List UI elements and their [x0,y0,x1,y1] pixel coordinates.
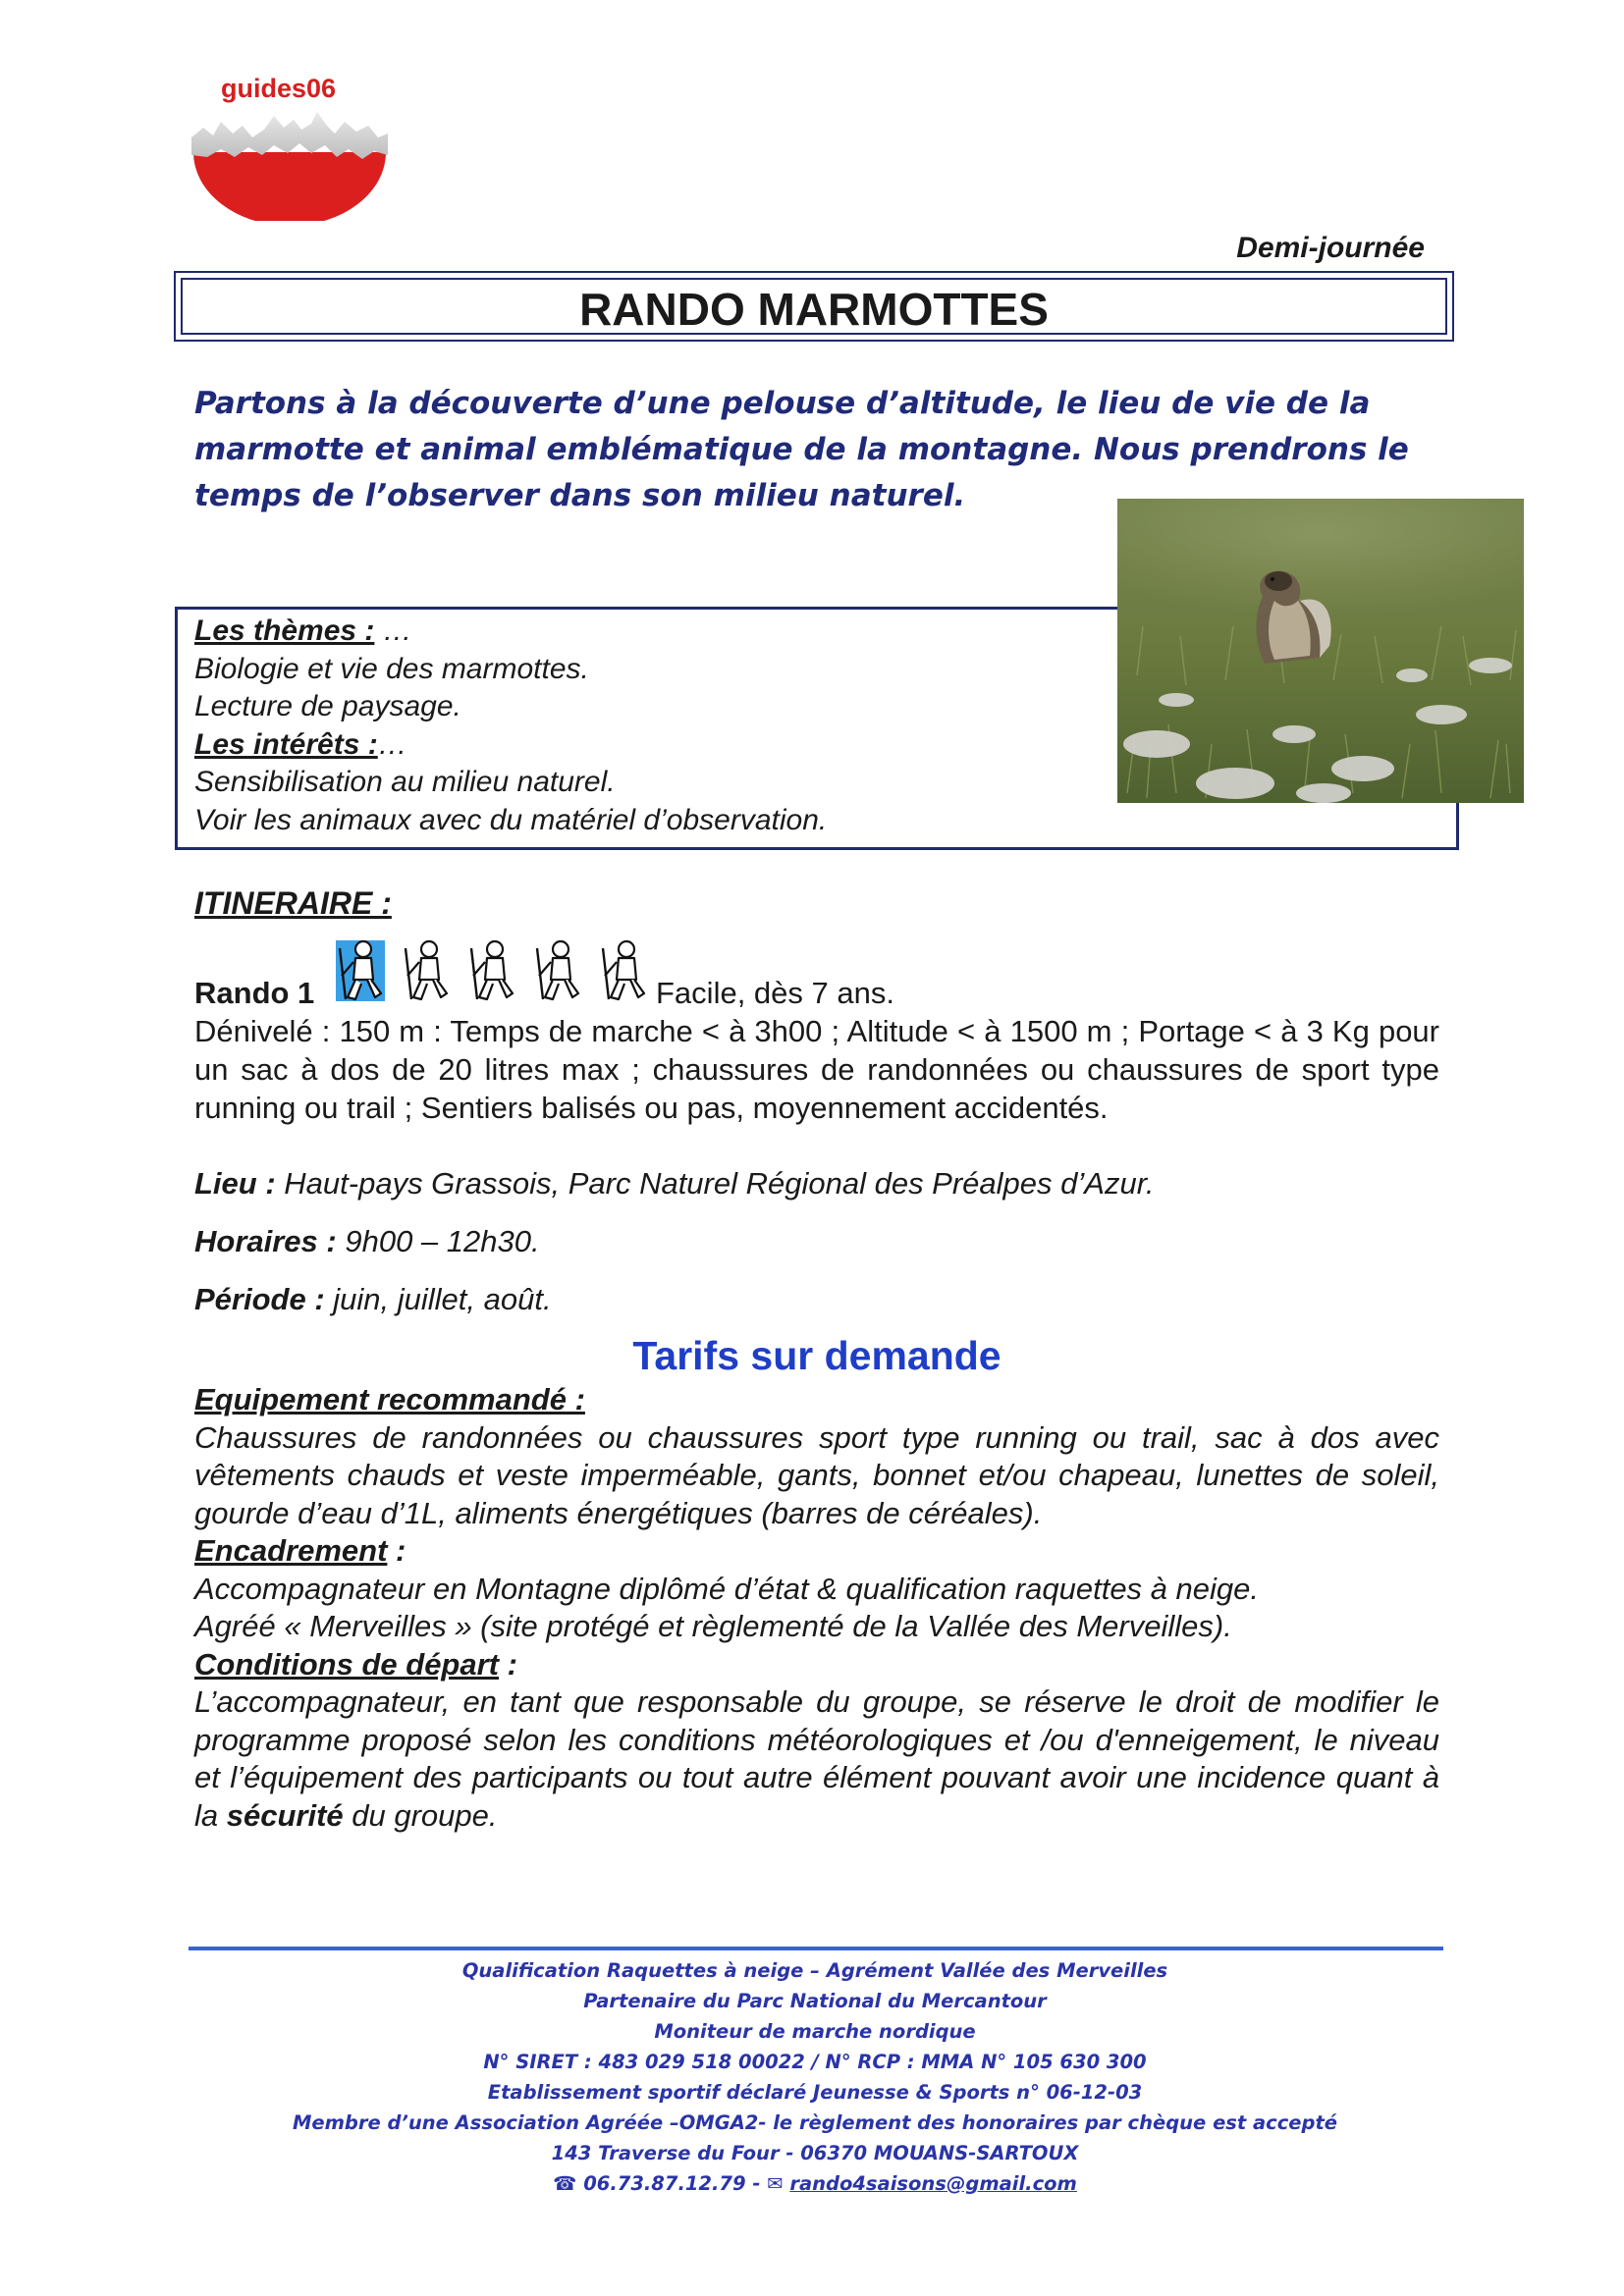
footer-contact-line [187,2168,1443,2199]
encadrement-line: Agréé « Merveilles » (site protégé et règlementé de la Vallée des Merveilles). [194,1609,1232,1643]
hiker-icon [531,936,584,1003]
intro-text: Partons à la découverte d’une pelouse d’altitude, le lieu de vie de la marmotte et animal emblématique de la montagne. Nous prendrons le temps de l’observer dans son milieu naturel. [194,386,1409,513]
hiker-icon [465,936,518,1003]
mountain-logo-icon [191,108,388,221]
logo [191,74,388,231]
encadrement-heading [194,1532,1439,1571]
horaires-value: 9h00 – 12h30. [336,1224,540,1258]
logo-text: guides06 [221,74,337,103]
periode-value: juin, juillet, août. [324,1282,552,1316]
footer-line: Partenaire du Parc National du Mercantour [583,1990,1047,2012]
page-title: RANDO MARMOTTES [579,284,1049,335]
footer-line: N° SIRET : 483 029 518 00022 / N° RCP : MMA N° 105 630 300 [483,2051,1147,2073]
footer-line: Membre d’une Association Agréée –OMGA2- le règlement des honoraires par chèque est accepté [292,2111,1338,2134]
hiker-icon [400,936,453,1003]
conditions-text-bold: sécurité [226,1797,344,1833]
itinerary-heading: ITINERAIRE : [194,885,392,921]
footer-line: Etablissement sportif déclaré Jeunesse & Sports n° 06-12-03 [487,2081,1143,2104]
interets-item: Voir les animaux avec du matériel d’observation. [194,803,828,836]
hiker-icon [597,936,650,1003]
themes-item: Lecture de paysage. [194,690,461,722]
conditions-text-after: du groupe. [343,1797,498,1833]
phone-icon: ☎ [553,2172,577,2195]
interets-label: Les intérêts : [194,727,378,761]
encadrement-label: Encadrement [194,1533,388,1568]
footer-line: 143 Traverse du Four - 06370 MOUANS-SARTOUX [551,2142,1079,2164]
conditions-text [194,1683,1439,1835]
footer-line: Qualification Raquettes à neige – Agrément Vallée des Merveilles [461,1959,1168,1982]
interets-heading-line [194,726,1137,765]
interets-item: Sensibilisation au milieu naturel. [194,766,616,798]
equipement-colon: : [566,1382,585,1416]
rando-details: Dénivelé : 150 m : Temps de marche < à 3h00 ; Altitude < à 1500 m ; Portage < à 3 Kg pour un sac à dos de 20 litres max ; chaussures de randonnées ou chaussures de sport type running ou trail ; Sentiers balisés ou pas, moyennement accidentés. [194,1014,1439,1125]
encadrement-line: Accompagnateur en Montagne diplômé d’état & qualification raquettes à neige. [194,1571,1259,1606]
rando-description: Facile, dès 7 ans. [656,976,894,1010]
themes-heading-line [194,613,1137,651]
conditions-text-before: L’accompagnateur, en tant que responsable du groupe, se réserve le droit de modifier le programme proposé selon les conditions météorologiques et /ou d'enneigement, le niveau et l’équipement des participants ou tout autre élément pouvant avoir une incidence quant à la [194,1684,1439,1833]
conditions-label: Conditions de départ [194,1646,499,1682]
lieu-value: Haut-pays Grassois, Parc Naturel Régional des Préalpes d’Azur. [275,1166,1155,1201]
themes-item: Biologie et vie des marmottes. [194,652,589,685]
marmot-photo [1117,499,1524,803]
themes-section [194,613,1137,839]
conditions-heading [194,1646,1439,1684]
horaires-label: Horaires : [194,1224,337,1258]
equipement-heading [194,1381,1439,1419]
equipement-label: Equipement recommandé [194,1382,567,1416]
equipement-text: Chaussures de randonnées ou chaussures sport type running ou trail, sac à dos avec vêtements chauds et veste imperméable, gants, bonnet et/ou chapeau, lunettes de soleil, gourde d’eau d’1L, aliments énergétiques (barres de céréales). [194,1419,1439,1530]
hiker-icon-active [334,936,387,1003]
title-box [174,271,1454,342]
duration-label: Demi-journée [1236,232,1425,264]
conditions-colon: : [499,1646,517,1682]
footer-separator: - [745,2172,768,2195]
horaires-line [194,1224,540,1259]
footer [187,1955,1443,2199]
themes-label: Les thèmes : [194,614,375,647]
footer-email-link[interactable]: rando4saisons@gmail.com [789,2172,1077,2195]
footer-phone: 06.73.87.12.79 [583,2172,746,2195]
themes-suffix: … [374,614,412,647]
lieu-label: Lieu : [194,1166,276,1201]
envelope-icon: ✉ [767,2172,784,2195]
periode-line [194,1282,552,1317]
footer-divider [189,1947,1443,1950]
lieu-line [194,1166,1154,1201]
tarifs-heading: Tarifs sur demande [632,1333,1001,1378]
rando-label: Rando 1 [194,976,315,1010]
marmot-image [1117,499,1524,803]
details-section [194,1381,1439,1835]
interets-suffix: … [377,727,407,761]
footer-line: Moniteur de marche nordique [654,2020,976,2043]
encadrement-colon: : [387,1533,406,1568]
periode-label: Période : [194,1282,325,1316]
